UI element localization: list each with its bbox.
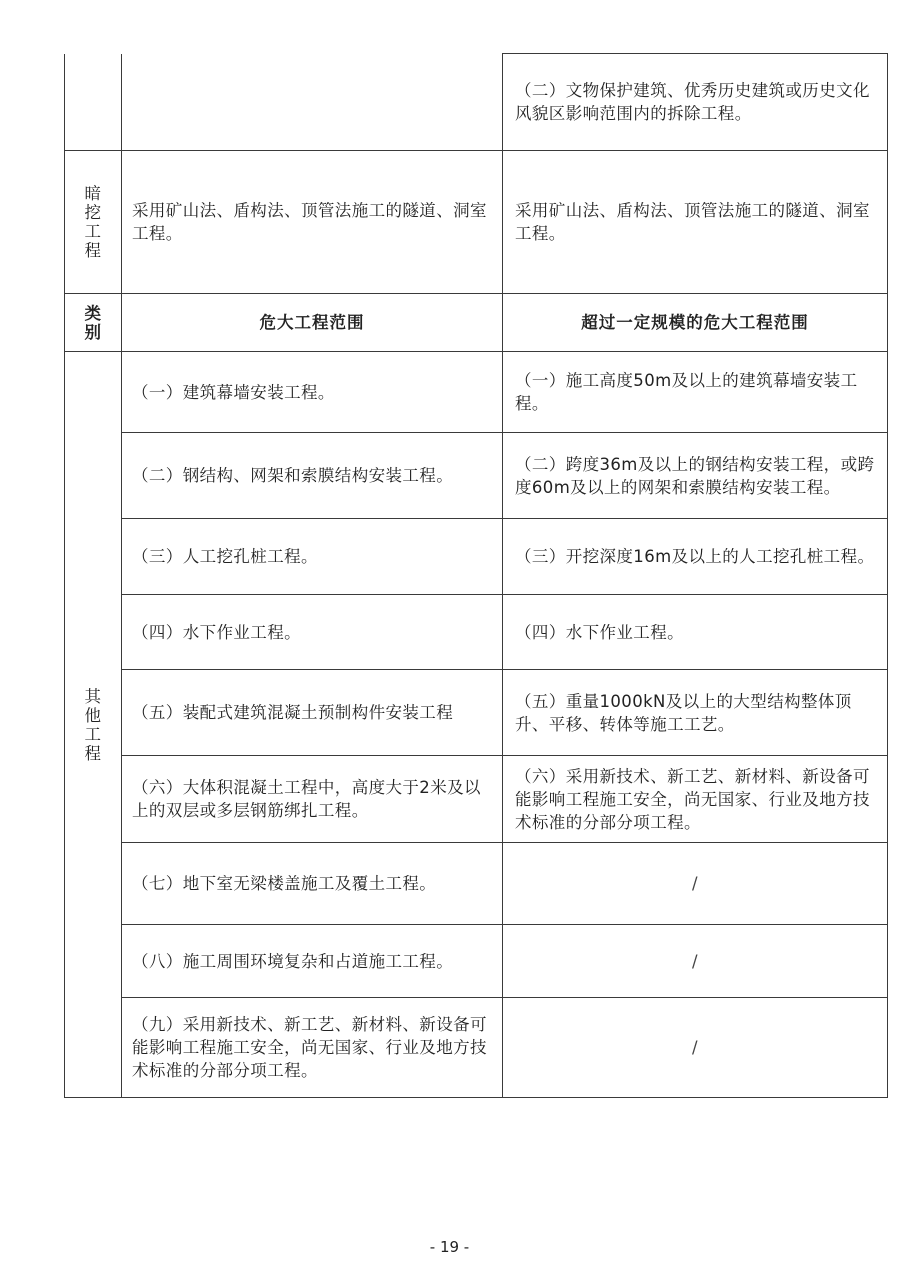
scope-cell: （五）装配式建筑混凝土预制构件安装工程	[122, 670, 503, 756]
scope-cell: （二）钢结构、网架和索膜结构安装工程。	[122, 433, 503, 519]
large-scope-cell-empty: /	[503, 925, 888, 998]
table-row	[65, 925, 888, 998]
large-scope-cell: （四）水下作业工程。	[503, 595, 888, 670]
table-row	[65, 519, 888, 595]
scope-cell: （三）人工挖孔桩工程。	[122, 519, 503, 595]
table-row	[65, 595, 888, 670]
table-row	[65, 433, 888, 519]
scope-cell: （九）采用新技术、新工艺、新材料、新设备可能影响工程施工安全，尚无国家、行业及地方技术标准的分部分项工程。	[122, 998, 503, 1098]
table-row	[65, 756, 888, 843]
scope-cell: （一）建筑幕墙安装工程。	[122, 352, 503, 433]
scope-cell: （四）水下作业工程。	[122, 595, 503, 670]
page-number: - 19 -	[429, 1238, 470, 1256]
table-row-demolition-tail	[65, 54, 888, 151]
category-cell-other: 其他工程	[65, 352, 122, 1098]
table-row	[65, 998, 888, 1098]
header-category: 类别	[65, 294, 122, 352]
large-scope-cell: 采用矿山法、盾构法、顶管法施工的隧道、洞室工程。	[503, 151, 888, 294]
table-row	[65, 843, 888, 925]
category-cell-tunnel: 暗挖工程	[65, 151, 122, 294]
table-row	[65, 352, 888, 433]
scope-cell: （七）地下室无梁楼盖施工及覆土工程。	[122, 843, 503, 925]
scope-cell: 采用矿山法、盾构法、顶管法施工的隧道、洞室工程。	[122, 151, 503, 294]
scope-cell: （六）大体积混凝土工程中，高度大于2米及以上的双层或多层钢筋绑扎工程。	[122, 756, 503, 843]
header-scope: 危大工程范围	[122, 294, 503, 352]
header-large-scope: 超过一定规模的危大工程范围	[503, 294, 888, 352]
large-scope-cell: （五）重量1000kN及以上的大型结构整体顶升、平移、转体等施工工艺。	[503, 670, 888, 756]
table-header-row	[65, 294, 888, 352]
large-scope-cell: （一）施工高度50m及以上的建筑幕墙安装工程。	[503, 352, 888, 433]
large-scope-cell: （二）跨度36m及以上的钢结构安装工程，或跨度60m及以上的网架和索膜结构安装工程。	[503, 433, 888, 519]
large-scope-cell-empty: /	[503, 998, 888, 1098]
table-row	[65, 670, 888, 756]
hazard-scope-table	[64, 53, 888, 1098]
scope-cell: （八）施工周围环境复杂和占道施工工程。	[122, 925, 503, 998]
table-row-tunnel	[65, 151, 888, 294]
large-scope-cell: （二）文物保护建筑、优秀历史建筑或历史文化风貌区影响范围内的拆除工程。	[503, 54, 888, 151]
large-scope-cell: （三）开挖深度16m及以上的人工挖孔桩工程。	[503, 519, 888, 595]
scope-cell	[122, 54, 503, 151]
category-cell-empty	[65, 54, 122, 151]
large-scope-cell: （六）采用新技术、新工艺、新材料、新设备可能影响工程施工安全，尚无国家、行业及地方技术标准的分部分项工程。	[503, 756, 888, 843]
large-scope-cell-empty: /	[503, 843, 888, 925]
